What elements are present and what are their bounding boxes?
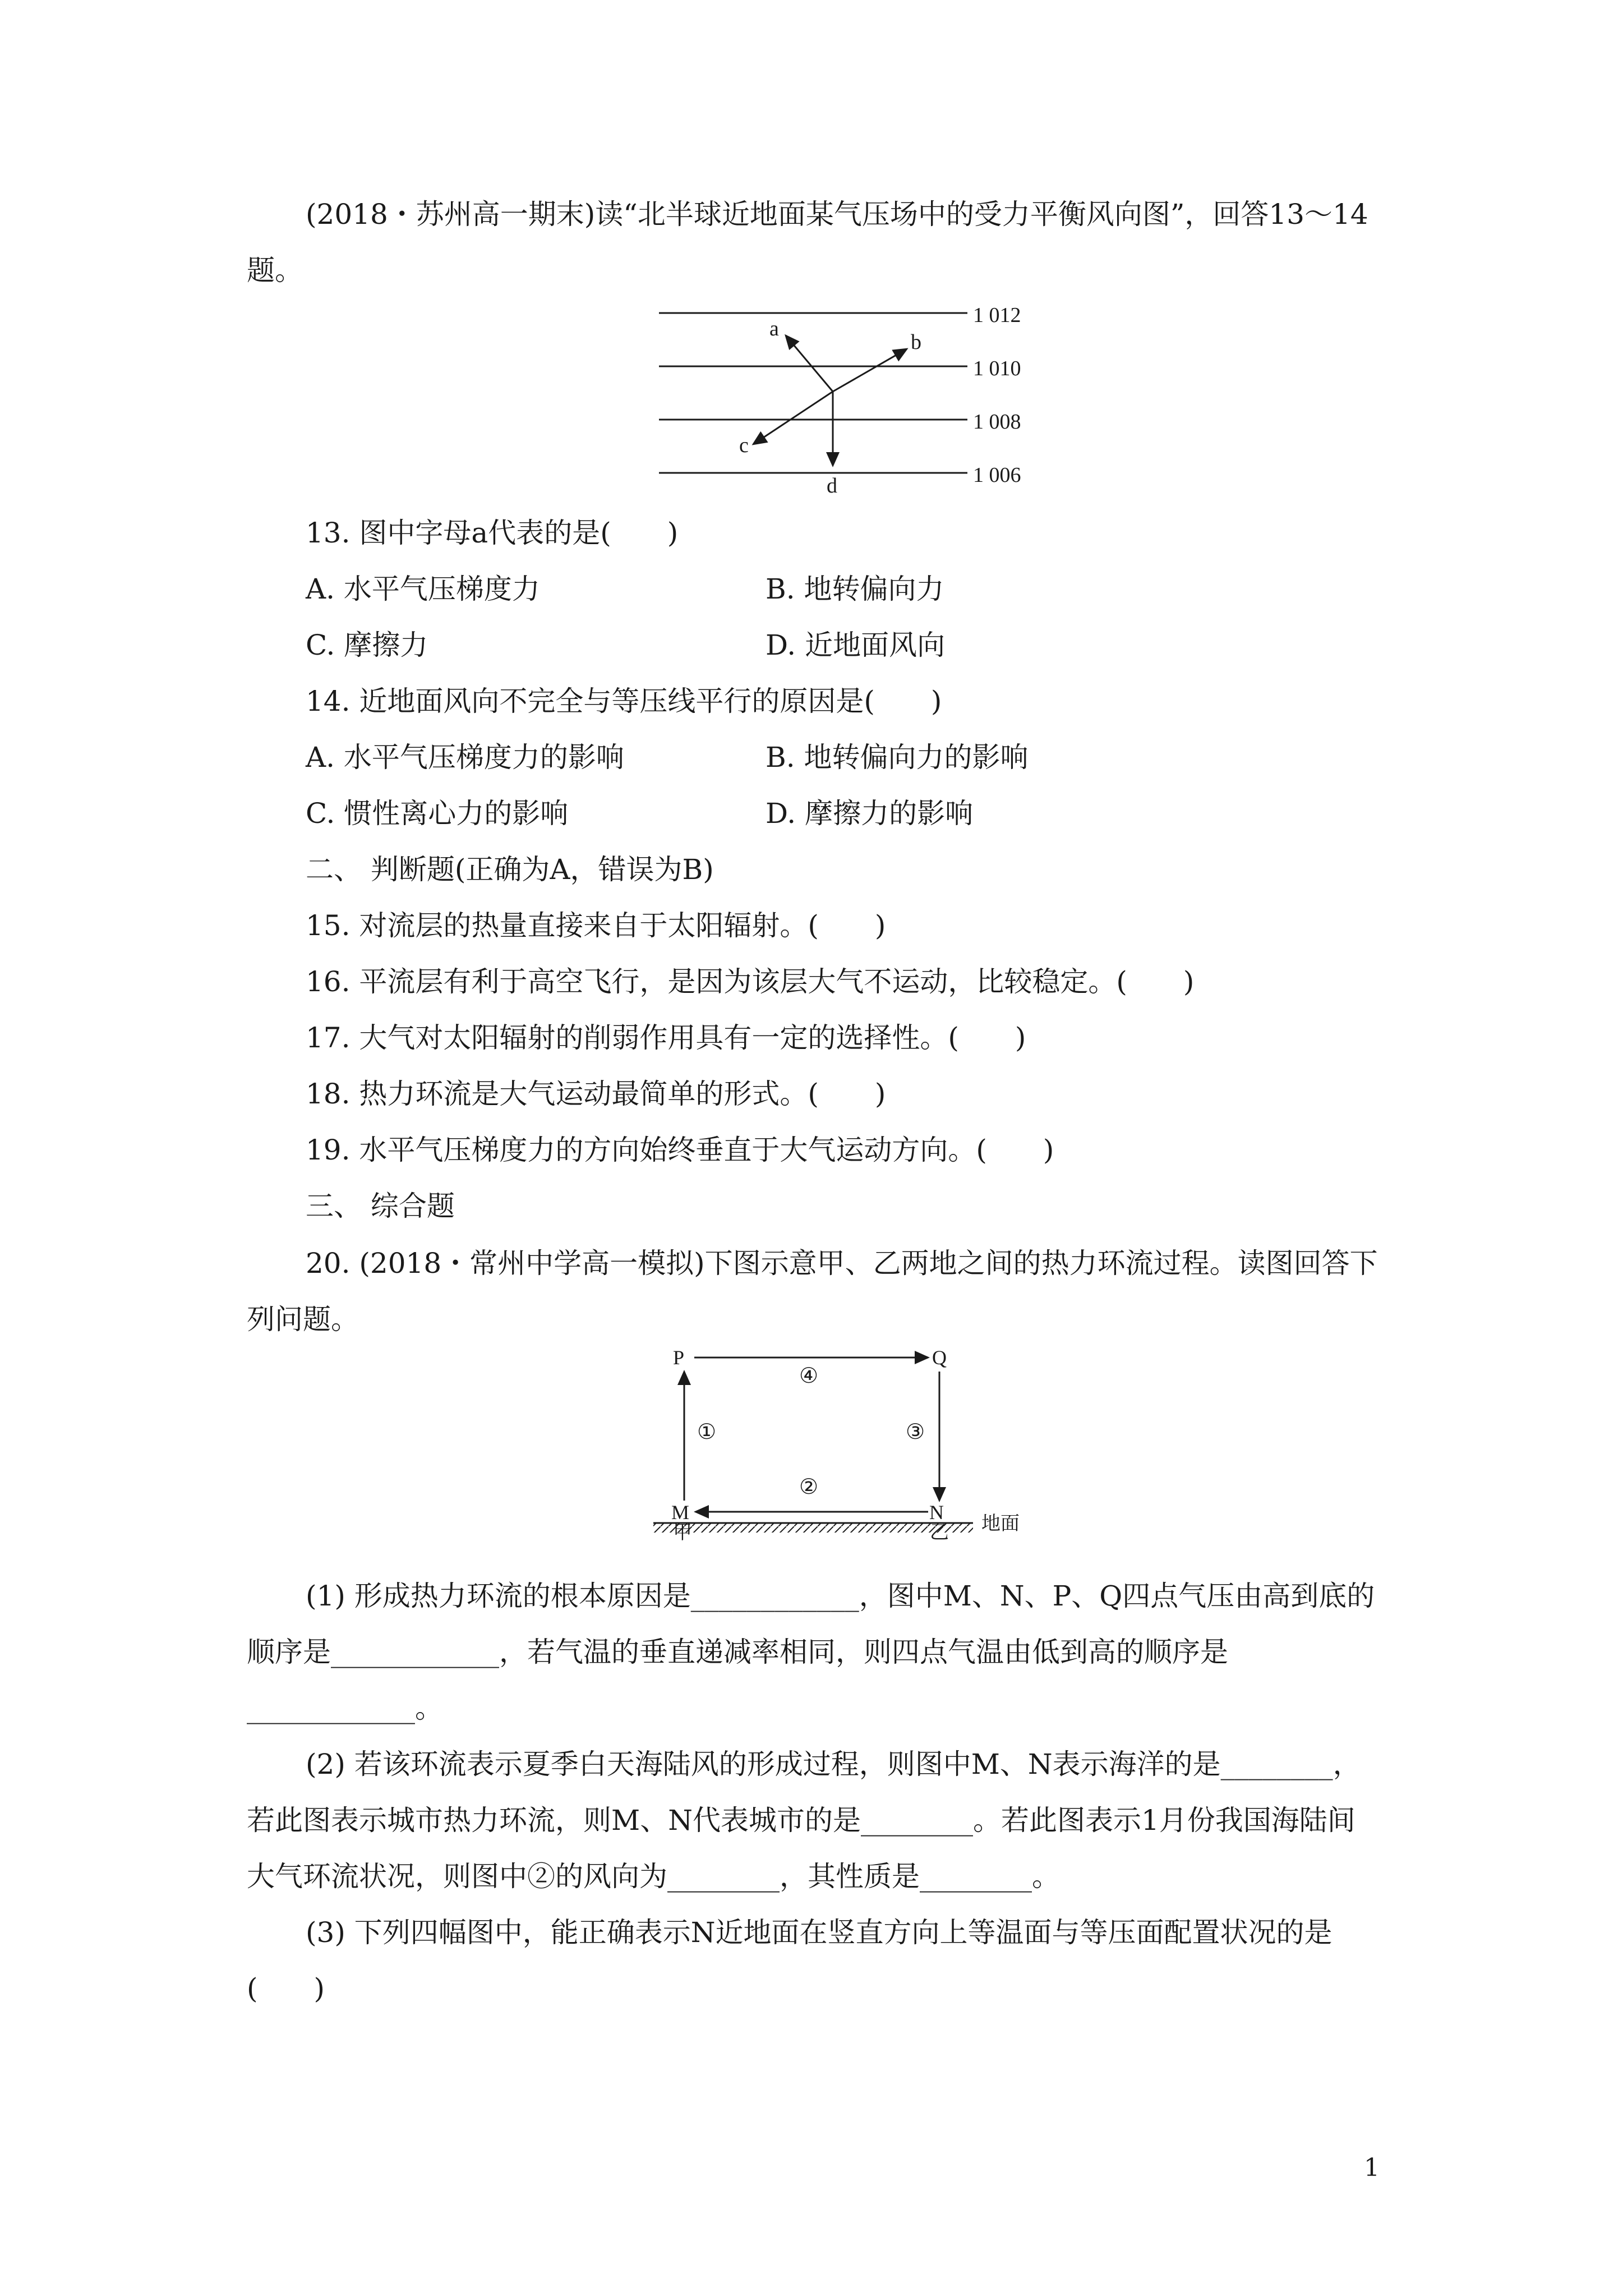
q13-option-b: B. 地转偏向力 — [766, 573, 944, 605]
sub3-line-1: (3) 下列四幅图中，能正确表示N近地面在竖直方向上等温面与等压面配置状况的是 — [306, 1916, 1332, 1949]
sub1-line-3: ____________。 — [247, 1692, 443, 1724]
arrow-label-b: b — [911, 330, 921, 354]
page-number: 1 — [1364, 2154, 1380, 2182]
judge-item: 17. 大气对太阳辐射的削弱作用具有一定的选择性。( ) — [306, 1022, 1026, 1054]
arrow-a — [786, 335, 833, 392]
sub2-line-1: (2) 若该环流表示夏季白天海陆风的形成过程，则图中M、N表示海洋的是________， — [306, 1748, 1361, 1780]
arrow-label-d: d — [827, 474, 837, 498]
arrow-label-c: c — [739, 434, 749, 457]
label-m: M — [671, 1501, 690, 1524]
sub2-line-2: 若此图表示城市热力环流，则M、N代表城市的是________。若此图表示1月份我国海陆间 — [247, 1804, 1355, 1837]
section-2-heading: 二、 判断题(正确为A，错误为B) — [306, 853, 714, 886]
sub1-line-1: (1) 形成热力环流的根本原因是____________，图中M、N、P、Q四点气压由高到底的 — [306, 1580, 1375, 1612]
label-jia: 甲 — [673, 1522, 692, 1543]
thermal-circulation-diagram — [645, 1338, 1049, 1562]
label-n: N — [929, 1501, 944, 1524]
intro-line-2: 题。 — [247, 254, 303, 287]
q14-option-a: A. 水平气压梯度力的影响 — [306, 741, 624, 774]
label-circle-3: ③ — [906, 1420, 925, 1444]
question-13-stem: 13. 图中字母a代表的是( ) — [306, 517, 679, 549]
isobar-label: 1 008 — [973, 410, 1021, 434]
isobar-label: 1 006 — [973, 463, 1021, 487]
question-14-stem: 14. 近地面风向不完全与等压线平行的原因是( ) — [306, 685, 942, 717]
q14-option-d: D. 摩擦力的影响 — [766, 797, 974, 830]
judge-item: 15. 对流层的热量直接来自于太阳辐射。( ) — [306, 909, 886, 942]
label-yi: 乙 — [930, 1522, 949, 1543]
q13-option-d: D. 近地面风向 — [766, 629, 946, 661]
sub2-line-3: 大气环流状况，则图中②的风向为________，其性质是________。 — [247, 1860, 1060, 1893]
label-circle-2: ② — [799, 1475, 819, 1499]
q20-line-1: 20. (2018・常州中学高一模拟)下图示意甲、乙两地之间的热力环流过程。读图回答下 — [306, 1247, 1378, 1280]
arrow-label-a: a — [769, 317, 779, 341]
sub1-line-2: 顺序是____________，若气温的垂直递减率相同，则四点气温由低到高的顺序是 — [247, 1636, 1228, 1668]
label-q: Q — [932, 1346, 947, 1369]
sub3-line-2: ( ) — [247, 1972, 325, 2005]
q13-option-c: C. 摩擦力 — [306, 629, 428, 661]
arrow-c — [753, 392, 833, 444]
label-ground: 地面 — [981, 1513, 1020, 1534]
label-circle-4: ④ — [799, 1364, 819, 1388]
isobar-label: 1 012 — [973, 303, 1021, 327]
arrow-b — [833, 349, 907, 392]
q20-line-2: 列问题。 — [247, 1303, 359, 1336]
force-balance-diagram — [651, 297, 1043, 499]
ground-hatch — [653, 1524, 973, 1533]
judge-item: 19. 水平气压梯度力的方向始终垂直于大气运动方向。( ) — [306, 1134, 1054, 1166]
section-3-heading: 三、 综合题 — [306, 1190, 455, 1222]
label-circle-1: ① — [697, 1420, 717, 1444]
q13-option-a: A. 水平气压梯度力 — [306, 573, 540, 605]
intro-line-1: (2018・苏州高一期末)读“北半球近地面某气压场中的受力平衡风向图”，回答13～14 — [306, 198, 1368, 231]
label-p: P — [673, 1346, 685, 1369]
q14-option-b: B. 地转偏向力的影响 — [766, 741, 1029, 774]
judge-item: 16. 平流层有利于高空飞行，是因为该层大气不运动，比较稳定。( ) — [306, 965, 1195, 998]
q14-option-c: C. 惯性离心力的影响 — [306, 797, 569, 830]
isobar-label: 1 010 — [973, 357, 1021, 380]
judge-item: 18. 热力环流是大气运动最简单的形式。( ) — [306, 1078, 886, 1110]
